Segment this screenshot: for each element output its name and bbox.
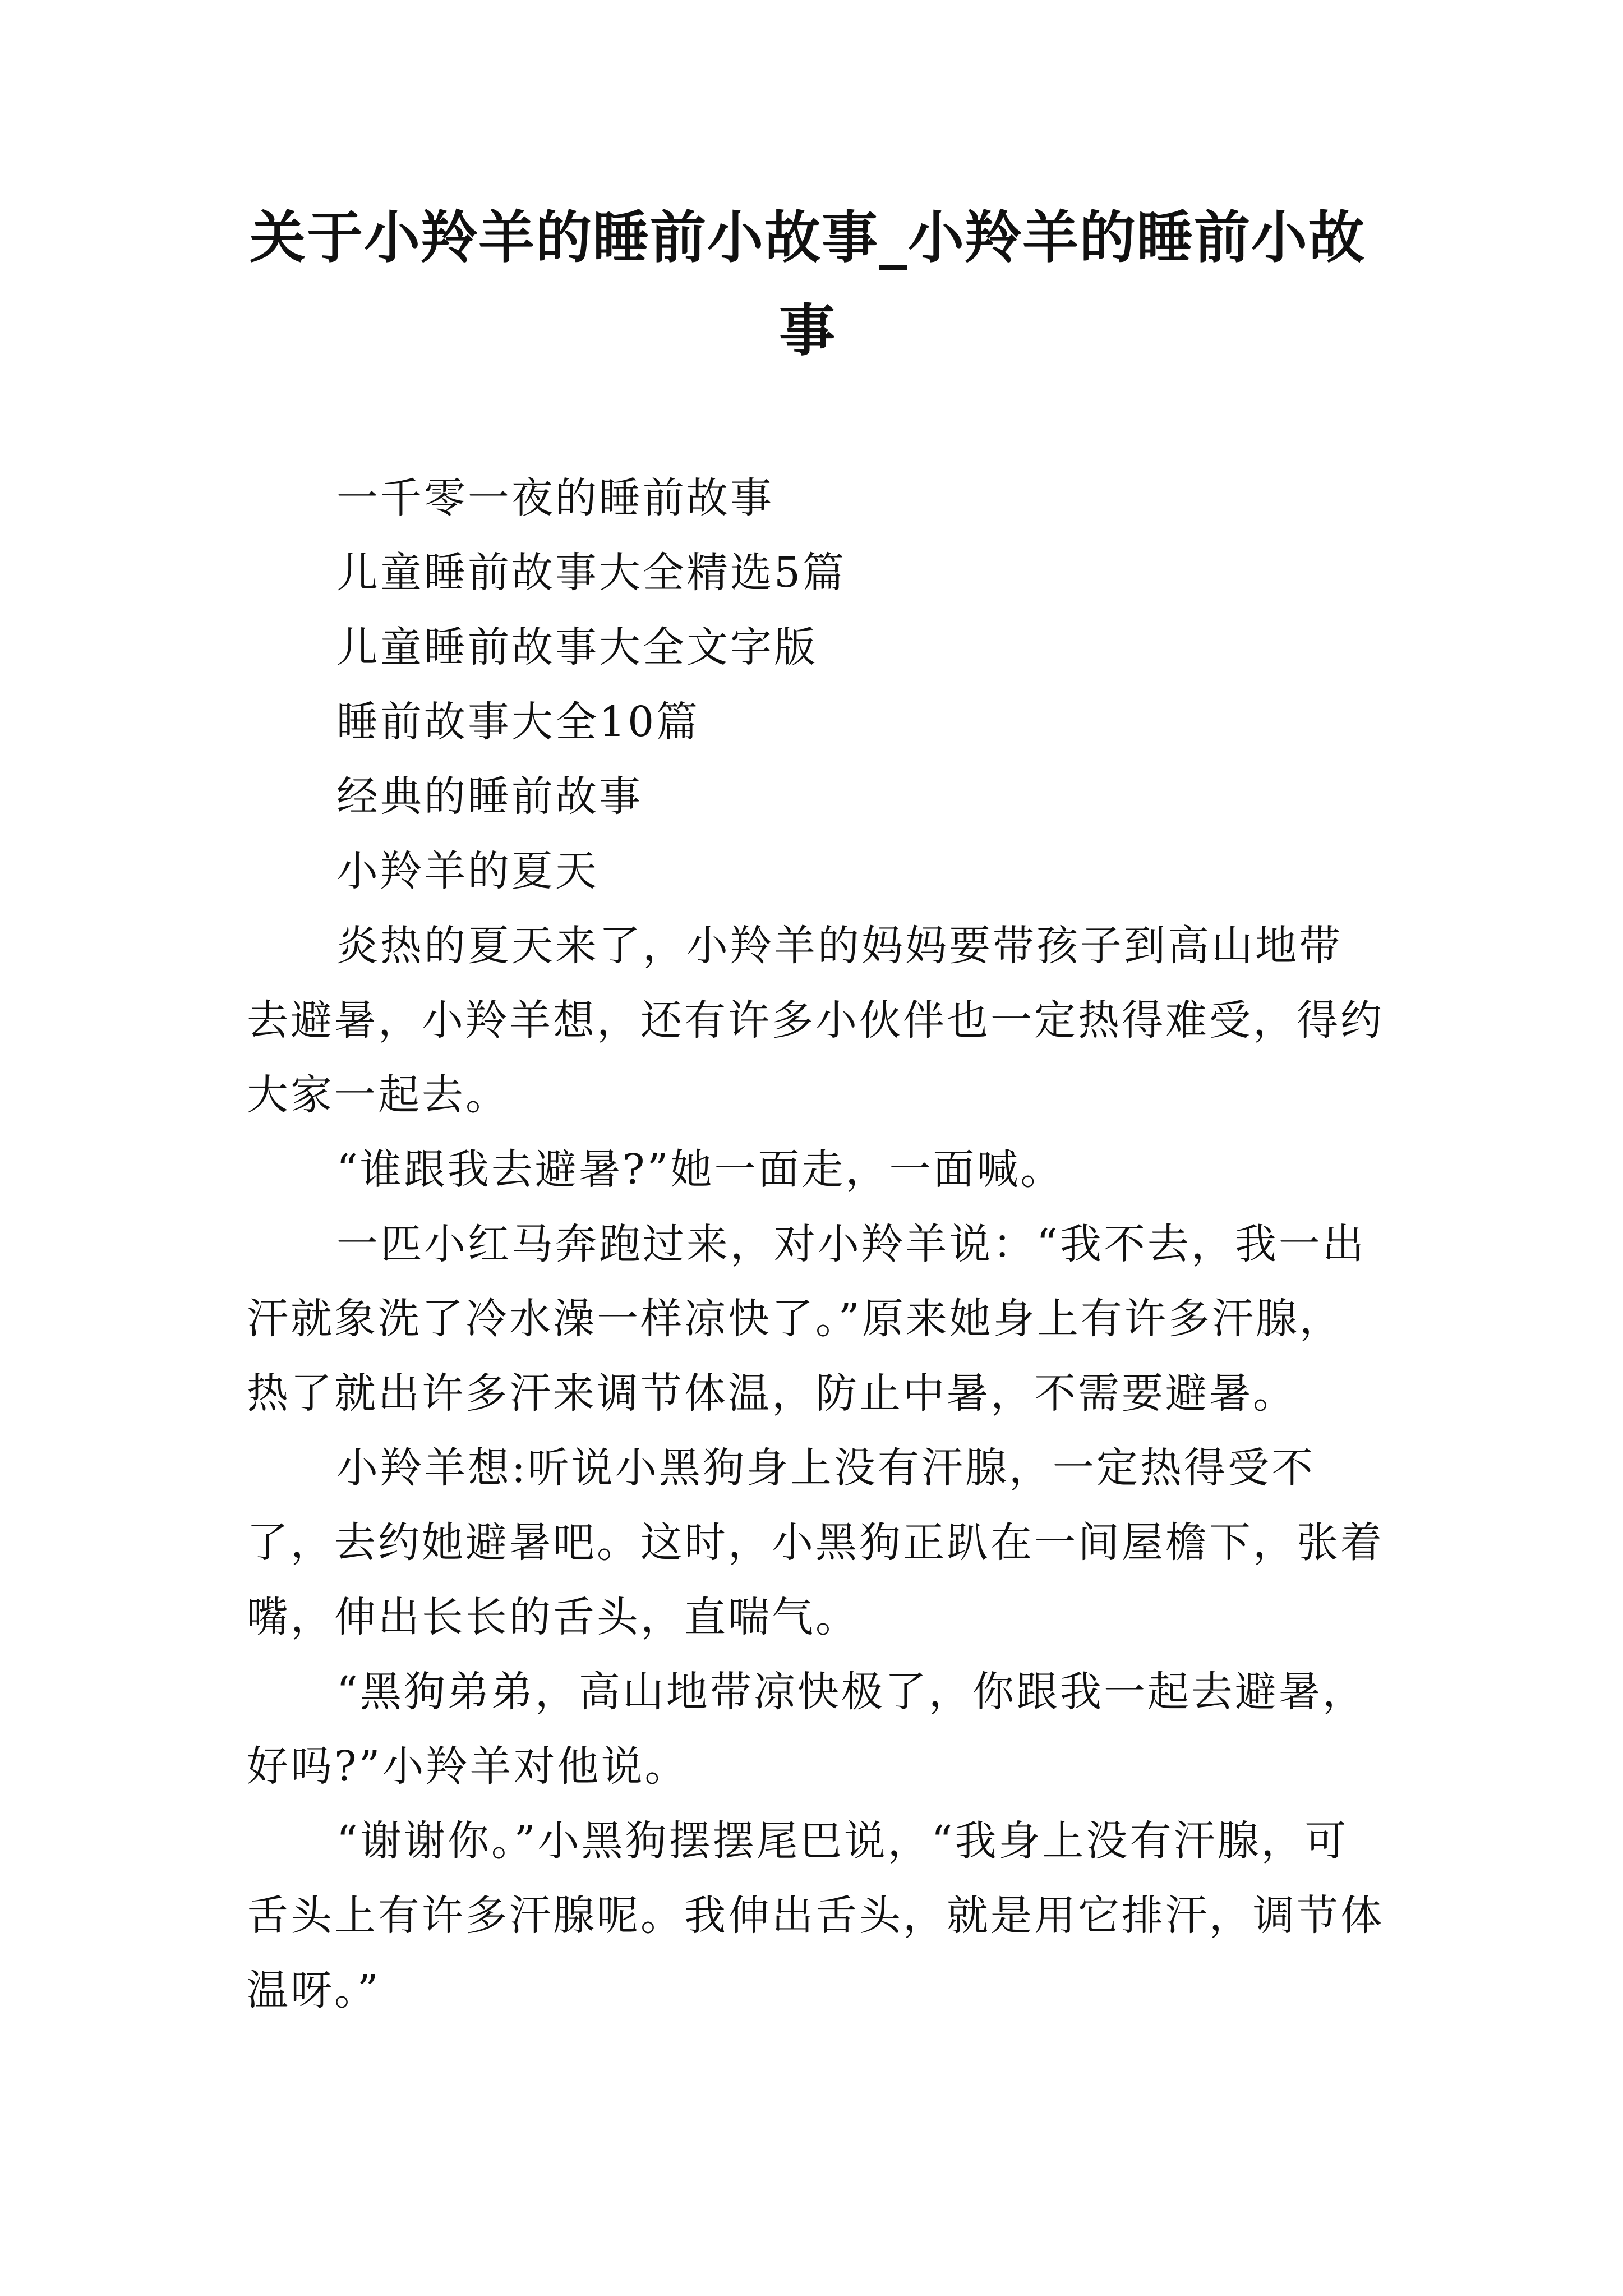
document-body <box>247 461 1385 2028</box>
paragraph: 一千零一夜的睡前故事 <box>336 474 774 522</box>
paragraph: 炎热的夏天来了，小羚羊的妈妈要带孩子到高山地带去避暑，小羚羊想，还有许多小伙伴也一定热得难受，得约大家一起去。 <box>247 922 1384 1119</box>
paragraph: 儿童睡前故事大全文字版 <box>336 623 818 671</box>
paragraph: 一匹小红马奔跑过来，对小羚羊说：“我不去，我一出汗就象洗了冷水澡一样凉快了。”原来她身上有许多汗腺，热了就出许多汗来调节体温，防止中暑，不需要避暑。 <box>247 1220 1366 1418</box>
document-title: 关于小羚羊的睡前小故事_小羚羊的睡前小故事 <box>250 204 1366 364</box>
paragraph: “谢谢你。”小黑狗摆摆尾巴说，“我身上没有汗腺，可舌头上有许多汗腺呢。我伸出舌头，就是用它排汗，调节体温呀。” <box>247 1817 1384 2014</box>
paragraph: 睡前故事大全10篇 <box>336 698 700 746</box>
paragraph: “谁跟我去避暑?”她一面走，一面喊。 <box>336 1145 1064 1194</box>
paragraph: 小羚羊的夏天 <box>336 847 599 895</box>
paragraph: “黑狗弟弟，高山地带凉快极了，你跟我一起去避暑，好吗?”小羚羊对他说。 <box>247 1668 1366 1791</box>
paragraph: 经典的睡前故事 <box>336 772 643 821</box>
paragraph: 小羚羊想:听说小黑狗身上没有汗腺，一定热得受不了，去约她避暑吧。这时，小黑狗正趴在一间屋檐下，张着嘴，伸出长长的舌头，直喘气。 <box>247 1444 1384 1641</box>
paragraph: 儿童睡前故事大全精选5篇 <box>336 549 847 597</box>
